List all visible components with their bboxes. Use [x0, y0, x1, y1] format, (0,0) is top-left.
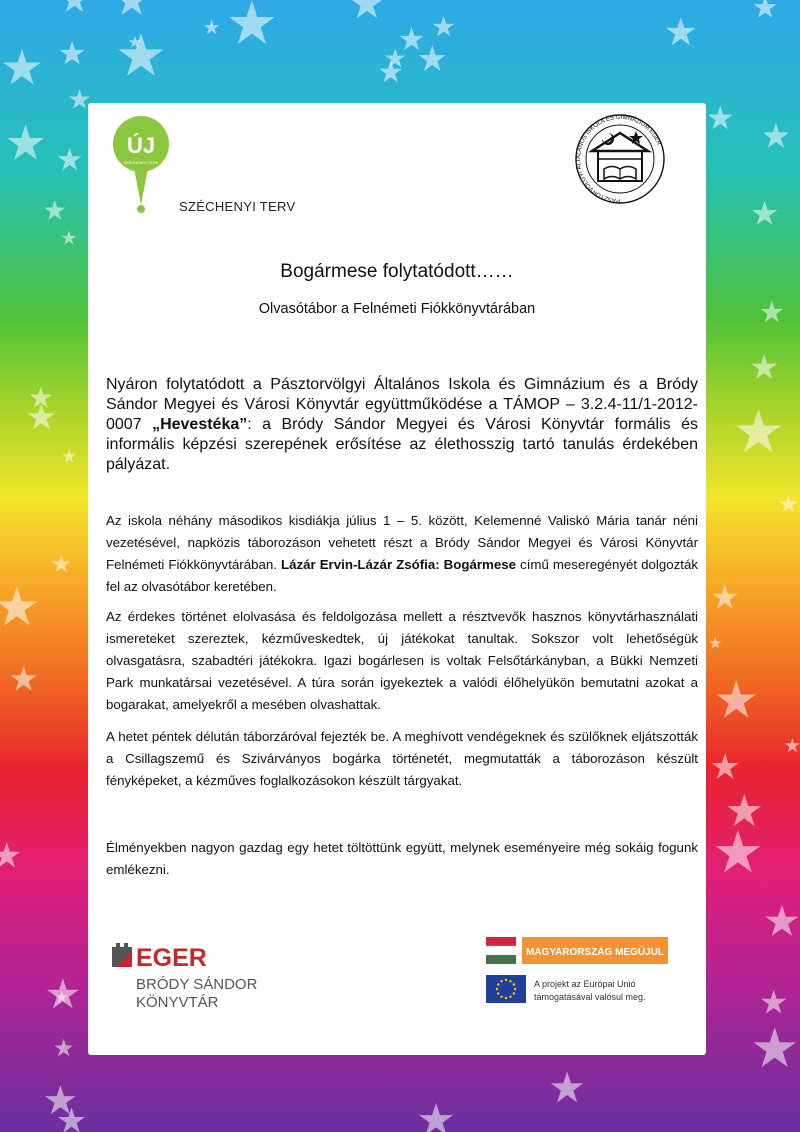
uj-logo-subtext: SZÉCHENYI TERV	[123, 160, 159, 165]
school-crest-logo	[572, 109, 668, 209]
uj-logo-text: ÚJ	[126, 133, 156, 158]
castle-icon	[112, 943, 132, 967]
paragraph-camp-start: Az iskola néhány másodikos kisdiákja július 1 – 5. között, Kelemenné Valiskó Mária tanár néni vezetésével, napközis táborozáson vehetett részt a Bródy Sándor Megyei és Városi Könyvtár Felnémeti Fiókkönyvtárában.	[106, 513, 698, 572]
eu-support-line2: támogatásával valósul meg.	[534, 992, 646, 1002]
document-page	[88, 103, 706, 1055]
szechenyi-terv-label: SZÉCHENYI TERV	[179, 199, 296, 214]
eu-flag-icon	[486, 975, 526, 1003]
paragraph-camp-end: című meseregényét dolgozták fel az olvasótábor keretében.	[106, 557, 698, 594]
intro-paragraph	[106, 375, 698, 475]
eu-support-logo	[484, 935, 674, 1009]
magyarorszag-megujul-banner: MAGYARORSZÁG MEGÚJUL	[526, 947, 664, 958]
eu-flag-star-icon	[496, 988, 498, 990]
paragraph-camp	[106, 510, 698, 598]
eu-flag-star-icon	[497, 983, 499, 985]
eu-flag-star-icon	[514, 988, 516, 990]
school-crest-ring-text: PÁSZTORVÖLGYI ÁLTALÁNOS ISKOLA ÉS GIMNÁZIUM EGER	[576, 114, 662, 204]
eu-flag-star-icon	[500, 980, 502, 982]
eu-support-line1: A projekt az Európai Unió	[534, 979, 636, 989]
library-name-line1: BRÓDY SÁNDOR	[136, 976, 258, 993]
eu-flag-star-icon	[509, 996, 511, 998]
paragraph-closing-event: A hetet péntek délután táborzáróval fejezték be. A meghívott vendégeknek és szülőknek eljátszották a Csillagszemű és Szivárványos bogárka történetét, megmutatták a táborozáson készült fényképeket, a kézműves foglalkozásokon készült tárgyakat.	[106, 729, 698, 788]
document-subtitle: Olvasótábor a Felnémeti Fiókkönyvtárában	[258, 301, 536, 317]
eu-flag-star-icon	[500, 996, 502, 998]
hungary-flag-icon	[486, 937, 516, 964]
paragraph-activities: Az érdekes történet elolvasása és feldolgozása mellett a résztvevők hasznos könyvtárhasználati ismereteket szereztek, kézműveskedtek, új játékokat tanultak. Sokszor volt lehetőségük olvasgatásra, szabadtéri játékokra. Igazi bogárlesen is voltak Felsőtárkányban, a Bükki Nemzeti Park munkatársai vezetésével. A túra során igyekeztek a valódi élőhelyükön bemutatni azokat a bogarakat, amelyekről a mesében olvashattak.	[106, 609, 698, 712]
eu-flag-star-icon	[505, 979, 507, 981]
eger-brody-library-logo	[110, 939, 300, 1013]
paragraph-camp-book-title: Lázár Ervin-Lázár Zsófia: Bogármese	[280, 557, 517, 572]
uj-szechenyi-logo	[110, 113, 172, 219]
eu-flag-star-icon	[509, 980, 511, 982]
eu-flag-star-icon	[513, 983, 515, 985]
library-name-line2: KÖNYVTÁR	[136, 994, 219, 1011]
eger-wordmark: EGER	[136, 944, 207, 972]
eu-flag-star-icon	[505, 997, 507, 999]
eu-flag-star-icon	[513, 992, 515, 994]
document-title: Bogármese folytatódott……	[280, 261, 514, 282]
intro-text-start: Nyáron folytatódott a Pásztorvölgyi Általános Iskola és Gimnázium és a Bródy Sándor Megyei és Városi Könyvtár együttműködése a TÁMOP – 3.2.4-11/1-2012-0007	[106, 376, 698, 433]
intro-bold-hevesteka: „Hevestéka”	[152, 416, 248, 433]
paragraph-conclusion: Élményekben nagyon gazdag egy hetet töltöttünk együtt, melynek eseményeire még sokáig fogunk emlékezni.	[106, 840, 698, 877]
intro-text-end: : a Bródy Sándor Megyei és Városi Könyvtár formális és informális képzési szerepének erősítése az élethosszig tartó tanulás érdekében pályázat.	[106, 416, 698, 473]
eu-flag-star-icon	[497, 992, 499, 994]
